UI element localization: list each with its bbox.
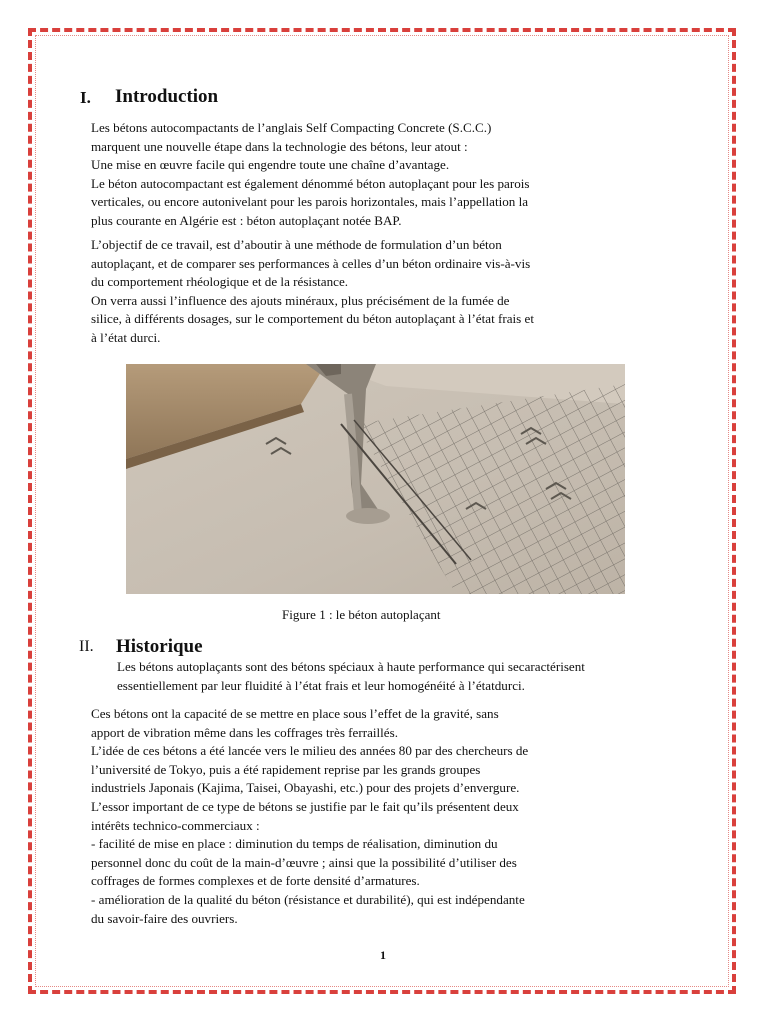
concrete-pour-photo: [126, 364, 625, 594]
section-number: II.: [79, 638, 94, 655]
history-paragraph-1: [117, 658, 585, 695]
intro-paragraph-2: [91, 236, 534, 348]
text-line: L’idée de ces bétons a été lancée vers le milieu des années 80 par des chercheurs de: [91, 743, 529, 759]
section-title: Historique: [116, 636, 203, 657]
text-line: On verra aussi l’influence des ajouts minéraux, plus précisément de la fumée de: [91, 292, 510, 308]
section-title: Introduction: [115, 86, 219, 107]
text-line: industriels Japonais (Kajima, Taisei, Obayashi, etc.) pour des projets d’envergure.: [91, 780, 520, 796]
text-line: L’essor important de ce type de bétons se justifie par le fait qu’ils présentent deux: [91, 798, 519, 814]
text-line: Les bétons autoplaçants sont des bétons spéciaux à haute performance qui secaractérisent: [117, 659, 585, 674]
text-line: coffrages de formes complexes et de forte densité d’armatures.: [91, 873, 420, 889]
text-line: plus courante en Algérie est : béton autoplaçant notée BAP.: [91, 212, 402, 228]
text-line: essentiellement par leur fluidité à l’état frais et leur homogénéité à l’étatdurci.: [117, 677, 525, 693]
text-line: - amélioration de la qualité du béton (résistance et durabilité), qui est indépendante: [91, 891, 525, 907]
text-line: à l’état durci.: [91, 329, 161, 345]
text-line: du comportement rhéologique et de la résistance.: [91, 274, 349, 290]
text-line: personnel donc du coût de la main-d’œuvre ; ainsi que la possibilité d’utiliser des: [91, 854, 517, 870]
text-line: silice, à différents dosages, sur le comportement du béton autoplaçant à l’état frais et: [91, 311, 534, 327]
text-line: marquent une nouvelle étape dans la technologie des bétons, leur atout :: [91, 138, 468, 154]
section-number: I.: [80, 88, 91, 107]
text-line: verticales, ou encore autonivelant pour les parois horizontales, mais l’appellation la: [91, 194, 529, 210]
text-line: apport de vibration même dans les coffrages très ferraillés.: [91, 724, 398, 740]
text-line: intérêts technico-commerciaux :: [91, 817, 260, 833]
text-line: Une mise en œuvre facile qui engendre toute une chaîne d’avantage.: [91, 157, 450, 173]
text-line: Le béton autocompactant est également dénommé béton autoplaçant pour les parois: [91, 175, 530, 191]
history-paragraph-2: [91, 705, 528, 928]
text-line: Les bétons autocompactants de l’anglais Self Compacting Concrete (S.C.C.): [91, 120, 492, 135]
text-line: - facilité de mise en place : diminution du temps de réalisation, diminution du: [91, 836, 498, 852]
text-line: L’objectif de ce travail, est d’aboutir à une méthode de formulation d’un béton: [91, 237, 502, 252]
text-line: Ces bétons ont la capacité de se mettre en place sous l’effet de la gravité, sans: [91, 706, 499, 721]
text-line: autoplaçant, et de comparer ses performances à celles d’un béton ordinaire vis-à-vis: [91, 255, 531, 271]
text-line: l’université de Tokyo, puis a été rapidement reprise par les grands groupes: [91, 761, 481, 777]
page-number: 1: [380, 948, 386, 962]
intro-paragraph-1: [91, 119, 530, 231]
text-line: du savoir-faire des ouvriers.: [91, 910, 238, 926]
figure-caption: Figure 1 : le béton autoplaçant: [282, 607, 441, 622]
